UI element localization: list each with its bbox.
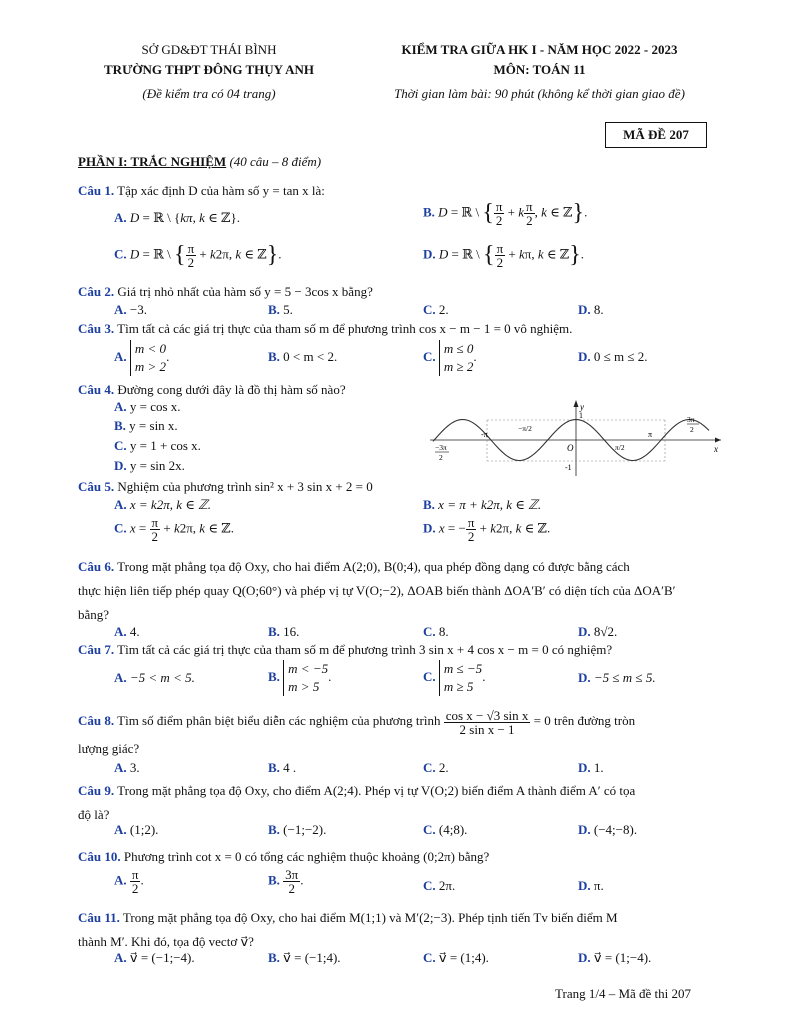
option-label: B. <box>268 822 280 837</box>
question-10 <box>78 848 718 866</box>
question-text-line1: Tìm số điểm phân biệt biểu diễn các nghiệm của phương trình <box>117 713 441 728</box>
tick-label-3pi-half <box>687 415 699 434</box>
fraction-numerator: cos x − √3 sin x <box>445 707 529 723</box>
q3-option-c[interactable]: C. m ≤ 0 m ≥ 2 . <box>423 341 477 374</box>
q6-option-d[interactable] <box>578 624 617 640</box>
option-label: C. <box>423 668 436 684</box>
question-number: Câu 1. <box>78 183 115 198</box>
q9-option-c[interactable] <box>423 822 467 838</box>
q1-option-b[interactable]: B. D = ℝ \ { $\frac{\pi}{2}$ + k $\frac{\pi}{2}$ , k ∈ ℤ}. <box>423 199 588 228</box>
option-label: C. <box>114 438 127 453</box>
question-2 <box>78 283 718 301</box>
option-text: 8. <box>593 302 604 317</box>
q2-option-a[interactable] <box>114 302 147 318</box>
option-label: D. <box>578 670 591 685</box>
option-text: (1;2). <box>129 822 159 837</box>
subject: MÔN: TOÁN 11 <box>493 62 586 77</box>
svg-text:−3π: −3π <box>435 443 447 452</box>
x-axis-label: x <box>714 444 718 454</box>
question-9 <box>78 779 718 827</box>
question-4 <box>78 381 718 399</box>
option-label: D. <box>578 624 591 639</box>
question-3 <box>78 320 718 338</box>
question-number: Câu 4. <box>78 382 115 397</box>
option-label: C. <box>423 348 436 364</box>
cosine-graph <box>425 398 725 478</box>
option-label: C. <box>423 950 436 965</box>
option-label: C. <box>114 246 127 262</box>
option-label: A. <box>114 302 127 317</box>
option-label: C. <box>114 520 127 536</box>
q7-option-c[interactable]: C. m ≤ −5 m ≥ 5 . <box>423 661 486 694</box>
option-text: 1. <box>593 760 604 775</box>
option-label: D. <box>578 878 591 893</box>
y-axis-arrow <box>574 400 579 407</box>
option-text: −5 ≤ m ≤ 5. <box>593 670 656 685</box>
dept-name: SỞ GD&ĐT THÁI BÌNH <box>141 42 277 57</box>
question-text: Tìm tất cả các giá trị thực của tham số m để phương trình 3 sin x + 4 cos x − m = 0 có nghiệm? <box>117 642 613 657</box>
q3-option-a[interactable]: A. m < 0 m > 2 . <box>114 341 170 374</box>
q4-option-d[interactable] <box>114 458 185 474</box>
question-number: Câu 6. <box>78 559 115 574</box>
option-label: A. <box>114 872 127 888</box>
option-text: 3. <box>129 760 140 775</box>
option-label: A. <box>114 399 127 414</box>
option-text: 4. <box>129 624 140 639</box>
option-label: D. <box>578 349 591 364</box>
option-label: A. <box>114 670 127 685</box>
question-text-line2: lượng giác? <box>78 741 140 756</box>
option-label: C. <box>423 878 436 893</box>
option-label: B. <box>268 760 280 775</box>
svg-text:2: 2 <box>690 425 694 434</box>
option-label: B. <box>268 302 280 317</box>
header-left <box>78 40 340 104</box>
q5-option-a[interactable] <box>114 497 211 513</box>
option-label: C. <box>423 822 436 837</box>
option-text: v⃗ = (1;−4). <box>593 950 652 965</box>
q10-option-a[interactable]: A. $\frac{\pi}{2}$ . <box>114 867 144 896</box>
q2-option-b[interactable] <box>268 302 293 318</box>
question-11 <box>78 906 718 954</box>
tick-label-minus-pi: -π <box>481 430 488 439</box>
option-label: B. <box>423 204 435 220</box>
option-text: −5 < m < 5. <box>129 670 195 685</box>
question-text: Tập xác định D của hàm số y = tan x là: <box>117 183 325 198</box>
tick-label-pi: π <box>648 430 653 439</box>
option-label: B. <box>114 418 126 433</box>
option-label: D. <box>578 822 591 837</box>
q11-option-a[interactable] <box>114 950 195 966</box>
option-text: (4;8). <box>438 822 468 837</box>
option-label: B. <box>268 668 280 684</box>
q4-option-c[interactable] <box>114 438 201 454</box>
q11-option-c[interactable] <box>423 950 489 966</box>
q11-option-d[interactable] <box>578 950 651 966</box>
equation-fraction <box>444 709 531 736</box>
option-text: 0 ≤ m ≤ 2. <box>593 349 648 364</box>
question-text: Tìm tất cả các giá trị thực của tham số m để phương trình cos x − m − 1 = 0 vô nghiệm. <box>117 321 573 336</box>
q7-option-d[interactable] <box>578 670 656 686</box>
exam-title: KIỂM TRA GIỮA HK I - NĂM HỌC 2022 - 2023 <box>401 42 678 57</box>
question-6 <box>78 555 718 627</box>
x-axis-arrow <box>715 438 721 443</box>
header-right <box>362 40 717 104</box>
option-text: v⃗ = (−1;−4). <box>129 950 195 965</box>
option-text: (−4;−8). <box>593 822 638 837</box>
question-number: Câu 9. <box>78 783 115 798</box>
option-text: π. <box>593 878 604 893</box>
part-subtitle: (40 câu – 8 điểm) <box>229 154 322 169</box>
question-5 <box>78 478 718 496</box>
q4-option-b[interactable] <box>114 418 178 434</box>
option-text: x = π + k2π, k ∈ ℤ. <box>438 497 542 512</box>
svg-text:2: 2 <box>439 453 443 462</box>
option-label: D. <box>578 302 591 317</box>
option-text: v⃗ = (1;4). <box>438 950 489 965</box>
question-number: Câu 10. <box>78 849 121 864</box>
part-title-text: PHẦN I: TRẮC NGHIỆM <box>78 154 227 169</box>
school-name: TRƯỜNG THPT ĐÔNG THỤY ANH <box>104 62 314 77</box>
y-axis-label: y <box>580 402 584 412</box>
question-text-line1-end: = 0 trên đường tròn <box>533 713 636 728</box>
question-text: Đường cong dưới đây là đồ thị hàm số nào? <box>117 382 346 397</box>
page-note: (Đề kiểm tra có 04 trang) <box>142 86 276 101</box>
tick-label-minus-1: -1 <box>565 463 572 472</box>
question-text: Nghiệm của phương trình sin² x + 3 sin x + 2 = 0 <box>117 479 373 494</box>
option-label: B. <box>268 872 280 888</box>
question-number: Câu 5. <box>78 479 115 494</box>
option-label: B. <box>423 497 435 512</box>
option-text: 8. <box>438 624 449 639</box>
q5-option-b[interactable] <box>423 497 541 513</box>
q2-option-c[interactable] <box>423 302 449 318</box>
q9-option-b[interactable] <box>268 822 326 838</box>
question-number: Câu 11. <box>78 910 120 925</box>
option-text: 2. <box>438 302 449 317</box>
q10-option-b[interactable]: B. $\frac{3\pi}{2}$ . <box>268 867 304 896</box>
question-text-line1: Trong mặt phẳng tọa độ Oxy, cho điểm A(2;4). Phép vị tự V(O;2) biến điểm A thành điểm A′ có tọa <box>117 783 636 798</box>
svg-text:3π: 3π <box>687 415 695 424</box>
question-text-line2: thực hiện liên tiếp phép quay Q(O;60°) và phép vị tự V(O;−2), ΔOAB biến thành ΔOA′B′ có diện tích của ΔOA′B′ <box>78 583 676 598</box>
option-text: 8√2. <box>593 624 618 639</box>
fraction-denominator: 2 sin x − 1 <box>459 721 515 737</box>
question-text: Giá trị nhỏ nhất của hàm số y = 5 − 3cos x bằng? <box>117 284 373 299</box>
option-label: A. <box>114 624 127 639</box>
q5-option-d[interactable]: D. x = − $\frac{\pi}{2}$ + k2π, k ∈ ℤ. <box>423 515 551 544</box>
option-label: B. <box>268 624 280 639</box>
option-label: B. <box>268 950 280 965</box>
svg-text:−π/2: −π/2 <box>518 424 532 433</box>
option-label: D. <box>423 246 436 262</box>
option-label: D. <box>114 458 127 473</box>
option-text: y = cos x. <box>129 399 181 414</box>
option-text: 5. <box>283 302 293 317</box>
q8-option-b[interactable] <box>268 760 296 776</box>
option-label: C. <box>423 624 436 639</box>
question-text-line1: Trong mặt phẳng tọa độ Oxy, cho hai điểm M(1;1) và M′(2;−3). Phép tịnh tiến Tv biến điểm M <box>122 910 618 925</box>
option-text: 2π. <box>438 878 456 893</box>
q6-option-a[interactable] <box>114 624 140 640</box>
option-text: x = k2π, k ∈ ℤ. <box>129 497 212 512</box>
option-label: A. <box>114 822 127 837</box>
q2-option-d[interactable] <box>578 302 604 318</box>
question-8 <box>78 706 718 758</box>
q10-option-d[interactable] <box>578 878 604 894</box>
q8-option-d[interactable] <box>578 760 604 776</box>
q7-option-a[interactable] <box>114 670 195 686</box>
q9-option-a[interactable] <box>114 822 158 838</box>
question-text-line1: Trong mặt phẳng tọa độ Oxy, cho hai điểm A(2;0), B(0;4), qua phép đồng dạng có được bằng cách <box>117 559 630 574</box>
option-label: A. <box>114 497 127 512</box>
option-text: 2. <box>438 760 449 775</box>
page-footer: Trang 1/4 – Mã đề thi 207 <box>555 986 692 1001</box>
question-text-line2: độ là? <box>78 807 110 822</box>
q6-option-b[interactable] <box>268 624 299 640</box>
option-label: A. <box>114 348 127 364</box>
q6-option-c[interactable] <box>423 624 449 640</box>
part-title <box>78 154 321 170</box>
q1-option-a[interactable]: A. D = ℝ \ {kπ, k ∈ ℤ}. <box>114 210 240 225</box>
tick-label-minus-3pi-half <box>435 443 449 462</box>
option-label: A. <box>114 950 127 965</box>
option-label: C. <box>423 760 436 775</box>
q4-option-a[interactable] <box>114 399 181 415</box>
question-number: Câu 3. <box>78 321 115 336</box>
option-text: y = sin x. <box>129 418 178 433</box>
option-label: B. <box>268 349 280 364</box>
option-label: A. <box>114 210 127 225</box>
question-number: Câu 8. <box>78 713 115 728</box>
option-text: −3. <box>129 302 147 317</box>
q1-option-c[interactable]: C. D = ℝ \ { $\frac{\pi}{2}$ + k2π, k ∈ ℤ}. <box>114 241 282 270</box>
option-text: y = 1 + cos x. <box>129 438 201 453</box>
origin-label: O <box>567 443 574 453</box>
q1-option-d[interactable]: D. D = ℝ \ { $\frac{\pi}{2}$ + kπ, k ∈ ℤ}. <box>423 241 585 270</box>
question-text-line2: thành M′. Khi đó, tọa độ vectơ v⃗? <box>78 934 254 949</box>
question-number: Câu 2. <box>78 284 115 299</box>
q11-option-b[interactable] <box>268 950 341 966</box>
option-text: v⃗ = (−1;4). <box>283 950 341 965</box>
option-label: D. <box>578 760 591 775</box>
q3-option-d[interactable] <box>578 349 648 365</box>
q7-option-b[interactable]: B. m < −5 m > 5 . <box>268 661 332 694</box>
question-7 <box>78 641 718 659</box>
option-text: 16. <box>283 624 300 639</box>
option-label: A. <box>114 760 127 775</box>
question-number: Câu 7. <box>78 642 115 657</box>
q8-option-a[interactable] <box>114 760 140 776</box>
q9-option-d[interactable] <box>578 822 637 838</box>
question-1 <box>78 182 718 200</box>
option-text: y = sin 2x. <box>129 458 185 473</box>
question-text-line3: bằng? <box>78 607 110 622</box>
option-text: (−1;−2). <box>283 822 327 837</box>
q8-option-c[interactable] <box>423 760 449 776</box>
svg-text:π/2: π/2 <box>615 443 625 452</box>
q10-option-c[interactable] <box>423 878 455 894</box>
exam-time: Thời gian làm bài: 90 phút (không kể thời gian giao đề) <box>394 86 685 101</box>
option-text: 4 . <box>283 760 297 775</box>
option-text: 0 < m < 2. <box>283 349 338 364</box>
q5-option-c[interactable]: C. x = $\frac{\pi}{2}$ + k2π, k ∈ ℤ. <box>114 515 234 544</box>
tick-label-minus-pi-half <box>518 424 532 433</box>
option-label: D. <box>578 950 591 965</box>
option-label: C. <box>423 302 436 317</box>
tick-label-pi-half <box>615 443 625 452</box>
exam-code: MÃ ĐỀ 207 <box>605 122 707 148</box>
option-label: D. <box>423 520 436 536</box>
tick-label-1: 1 <box>579 411 583 420</box>
question-text: Phương trình cot x = 0 có tổng các nghiệm thuộc khoảng (0;2π) bằng? <box>123 849 490 864</box>
q3-option-b[interactable] <box>268 349 337 365</box>
